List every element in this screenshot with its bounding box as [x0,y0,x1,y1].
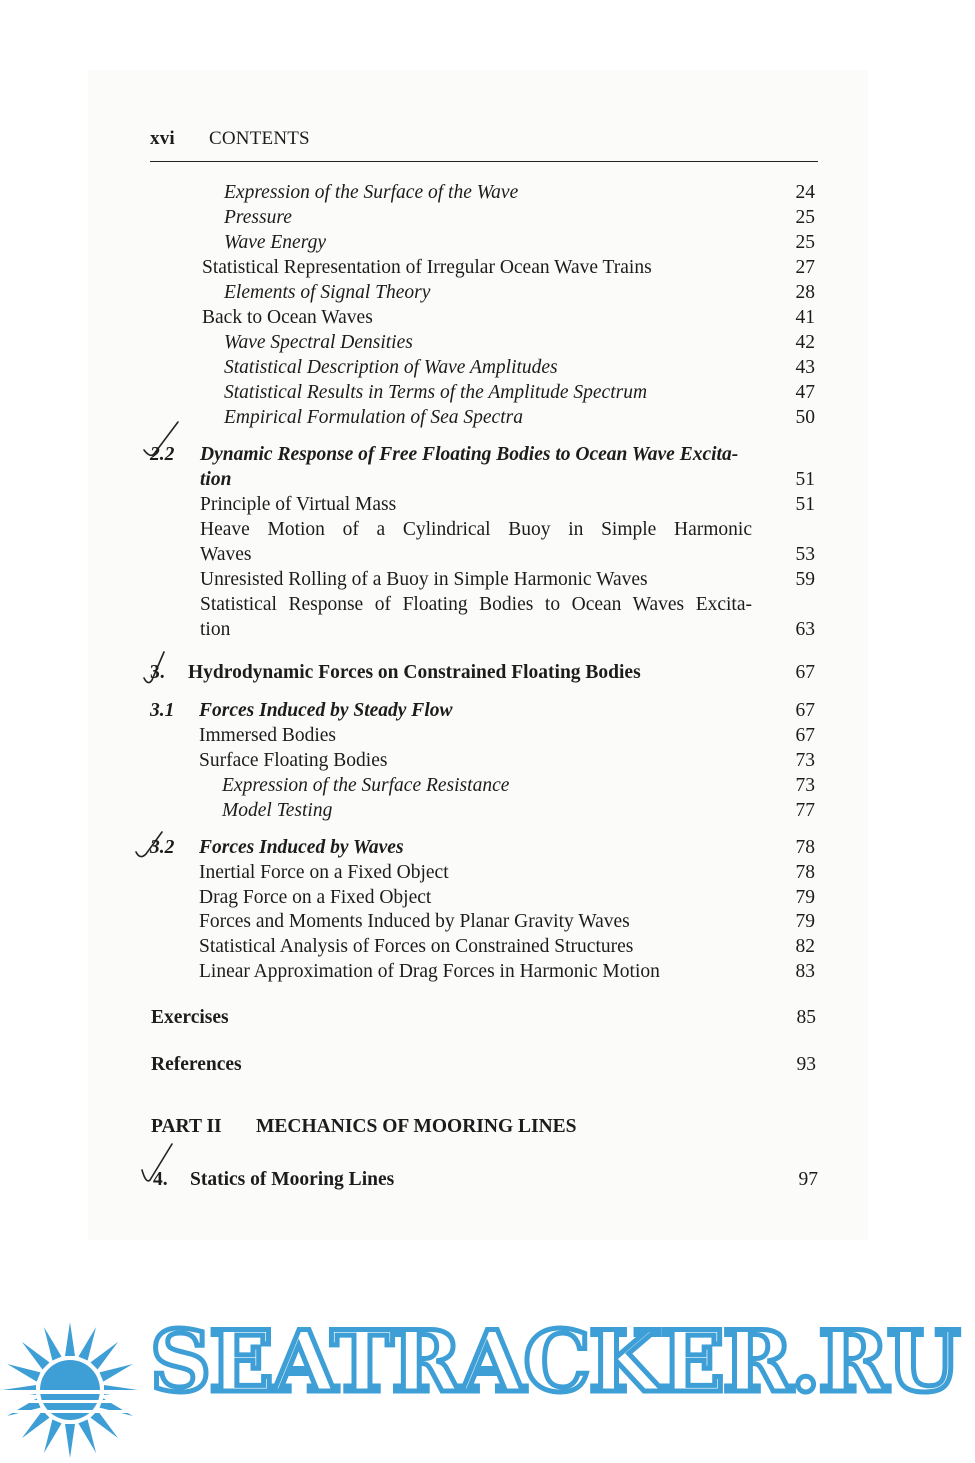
toc-entry: Expression of the Surface Resistance [222,775,510,796]
toc-page: 24 [795,182,815,203]
toc-page: 78 [795,837,815,858]
toc-section-cont: tion [200,469,232,490]
toc-section: Forces Induced by Steady Flow [199,700,453,721]
toc-entry: Wave Energy [224,232,326,253]
toc-page: 50 [795,407,815,428]
toc-page: 28 [795,282,815,303]
toc-entry-cont: Waves [200,544,252,565]
toc-page: 77 [795,800,815,821]
toc-page: 67 [795,725,815,746]
toc-entry: Pressure [224,207,292,228]
toc-entry: Principle of Virtual Mass [200,494,397,515]
toc-entry: Elements of Signal Theory [224,282,431,303]
toc-page: 85 [796,1007,816,1028]
toc-page: 63 [795,619,815,640]
header-rule [150,161,818,162]
toc-chapter: Hydrodynamic Forces on Constrained Floating Bodies [188,662,641,683]
toc-entry: Immersed Bodies [199,725,337,746]
toc-entry: Statistical Description of Wave Amplitudes [224,357,558,378]
toc-page: 67 [795,662,815,683]
toc-entry: Linear Approximation of Drag Forces in Harmonic Motion [199,961,660,982]
toc-section: Dynamic Response of Free Floating Bodies to Ocean Wave Excita- [200,444,739,465]
toc-page: 83 [795,961,815,982]
toc-page: 93 [796,1054,816,1075]
running-title: CONTENTS [209,128,310,149]
toc-page: 59 [795,569,815,590]
toc-page: 78 [795,862,815,883]
toc-page: 47 [795,382,815,403]
toc-entry: Drag Force on a Fixed Object [199,887,432,908]
page-folio: xvi [150,128,175,149]
toc-entry-cont: tion [200,619,231,640]
toc-entry: Empirical Formulation of Sea Spectra [224,407,523,428]
page-header [150,128,310,150]
toc-page: 51 [795,469,815,490]
toc-page: 79 [795,887,815,908]
toc-entry: Statistical Representation of Irregular Ocean Wave Trains [202,257,652,278]
toc-section: Forces Induced by Waves [199,837,404,858]
part-title: MECHANICS OF MOORING LINES [256,1116,577,1137]
section-number: 3.2 [150,837,175,858]
toc-entry: Statistical Response of Floating Bodies to Ocean Waves Excita- [200,594,752,615]
section-number: 2.2 [150,444,175,465]
toc-entry: Statistical Results in Terms of the Amplitude Spectrum [224,382,648,403]
toc-entry: Unresisted Rolling of a Buoy in Simple Harmonic Waves [200,569,648,590]
toc-entry: Heave Motion of a Cylindrical Buoy in Simple Harmonic [200,519,752,540]
toc-references: References [151,1054,242,1075]
section-number: 3.1 [150,700,175,721]
chapter-number: 3. [150,662,165,683]
toc-page: 42 [795,332,815,353]
part-number: PART II [151,1116,222,1137]
toc-page: 25 [795,232,815,253]
toc-exercises: Exercises [151,1007,229,1028]
toc-page: 79 [795,911,815,932]
toc-page: 73 [795,750,815,771]
toc-page: 27 [795,257,815,278]
toc-chapter: Statics of Mooring Lines [190,1169,395,1190]
toc-page: 51 [795,494,815,515]
toc-page: 41 [795,307,815,328]
toc-entry: Model Testing [222,800,333,821]
toc-page: 67 [795,700,815,721]
toc-entry: Forces and Moments Induced by Planar Gravity Waves [199,911,630,932]
toc-page: 97 [798,1169,818,1190]
watermark-text: SEATRACKER.RU [150,1312,959,1411]
chapter-number: 4. [153,1169,168,1190]
toc-page: 53 [795,544,815,565]
toc-entry: Inertial Force on a Fixed Object [199,862,449,883]
toc-page: 73 [795,775,815,796]
toc-page: 43 [795,357,815,378]
toc-entry: Statistical Analysis of Forces on Constrained Structures [199,936,634,957]
toc-entry: Wave Spectral Densities [224,332,413,353]
toc-page: 82 [795,936,815,957]
toc-page: 25 [795,207,815,228]
toc-entry: Surface Floating Bodies [199,750,388,771]
toc-entry: Expression of the Surface of the Wave [224,182,519,203]
toc-entry: Back to Ocean Waves [202,307,373,328]
